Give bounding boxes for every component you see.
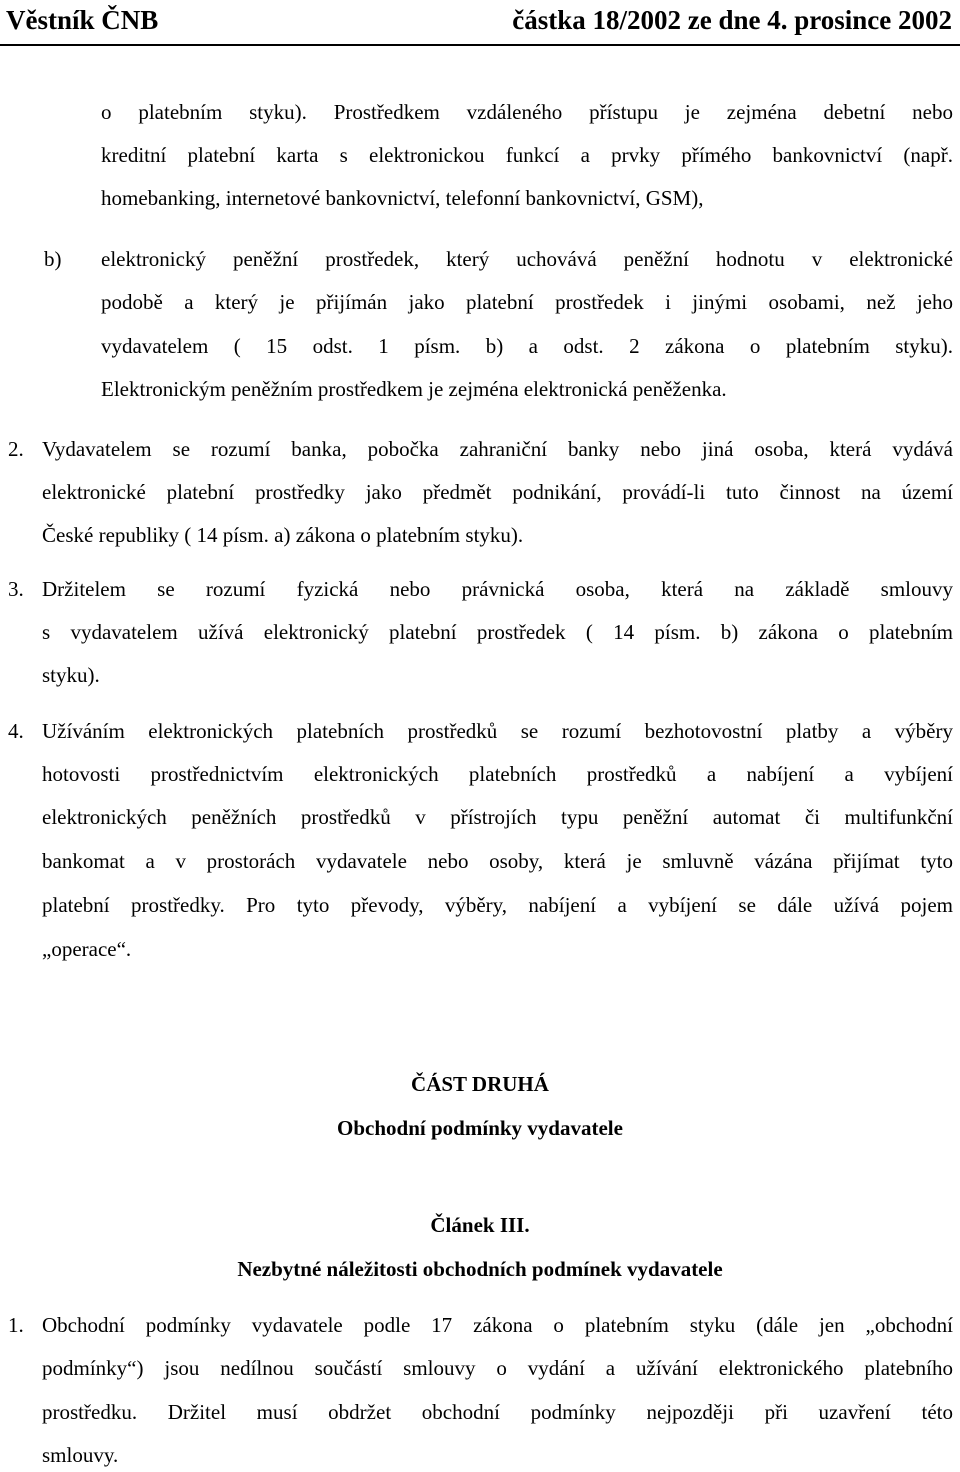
page-header <box>0 0 960 46</box>
body-line: platební prostředky. Pro tyto převody, výběry, nabíjení a vybíjení se dále užívá pojem <box>42 893 953 917</box>
body-line: České republiky ( 14 písm. a) zákona o platebním styku). <box>42 523 524 547</box>
body-line: smlouvy. <box>42 1443 119 1467</box>
body-line: elektronických peněžních prostředků v přístrojích typu peněžní automat či multifunkční <box>42 805 953 829</box>
body-line: Užíváním elektronických platebních prostředků se rozumí bezhotovostní platby a výběry <box>42 719 953 743</box>
body-line: Elektronickým peněžním prostředkem je zejména elektronická peněženka. <box>101 377 727 401</box>
journal-title: Věstník ČNB <box>6 5 159 35</box>
body-line: hotovosti prostřednictvím elektronických platebních prostředků a nabíjení a vybíjení <box>42 762 953 786</box>
part-heading: ČÁST DRUHÁ <box>411 1072 549 1096</box>
part-title: Obchodní podmínky vydavatele <box>337 1116 623 1140</box>
paragraph-number-4: 4. <box>8 719 24 743</box>
body-line: bankomat a v prostorách vydavatele nebo osoby, která je smluvně vázána přijímat tyto <box>42 849 953 873</box>
body-line: podobě a který je přijímán jako platební prostředek i jinými osobami, než jeho <box>101 290 953 314</box>
body-line: o platebním styku). Prostředkem vzdáleného přístupu je zejména debetní nebo <box>101 100 953 124</box>
list-marker-b: b) <box>44 247 62 271</box>
body-line: styku). <box>42 663 100 687</box>
body-line: homebanking, internetové bankovnictví, telefonní bankovnictví, GSM), <box>101 186 704 210</box>
body-line: elektronické platební prostředky jako předmět podnikání, provádí-li tuto činnost na území <box>42 480 953 504</box>
body-line: podmínky“) jsou nedílnou součástí smlouvy o vydání a užívání elektronického platebního <box>42 1356 953 1380</box>
body-line: s vydavatelem užívá elektronický platební prostředek ( 14 písm. b) zákona o platebním <box>42 620 953 644</box>
article-title: Nezbytné náležitosti obchodních podmínek vydavatele <box>237 1257 723 1281</box>
body-line: Držitelem se rozumí fyzická nebo právnická osoba, která na základě smlouvy <box>42 577 953 601</box>
body-line: Vydavatelem se rozumí banka, pobočka zahraniční banky nebo jiná osoba, která vydává <box>42 437 953 461</box>
paragraph-number-3: 3. <box>8 577 24 601</box>
body-line: prostředku. Držitel musí obdržet obchodní podmínky nejpozději při uzavření této <box>42 1400 953 1424</box>
body-line: kreditní platební karta s elektronickou funkcí a prvky přímého bankovnictví (např. <box>101 143 953 167</box>
paragraph-number-1: 1. <box>8 1313 24 1337</box>
issue-info: částka 18/2002 ze dne 4. prosince 2002 <box>512 5 952 35</box>
body-line: Obchodní podmínky vydavatele podle 17 zákona o platebním styku (dále jen „obchodní <box>42 1313 953 1337</box>
body-line: „operace“. <box>42 937 132 961</box>
body-line: vydavatelem ( 15 odst. 1 písm. b) a odst. 2 zákona o platebním styku). <box>101 334 953 358</box>
paragraph-number-2: 2. <box>8 437 24 461</box>
body-line: elektronický peněžní prostředek, který uchovává peněžní hodnotu v elektronické <box>101 247 953 271</box>
article-heading: Článek III. <box>430 1213 530 1237</box>
